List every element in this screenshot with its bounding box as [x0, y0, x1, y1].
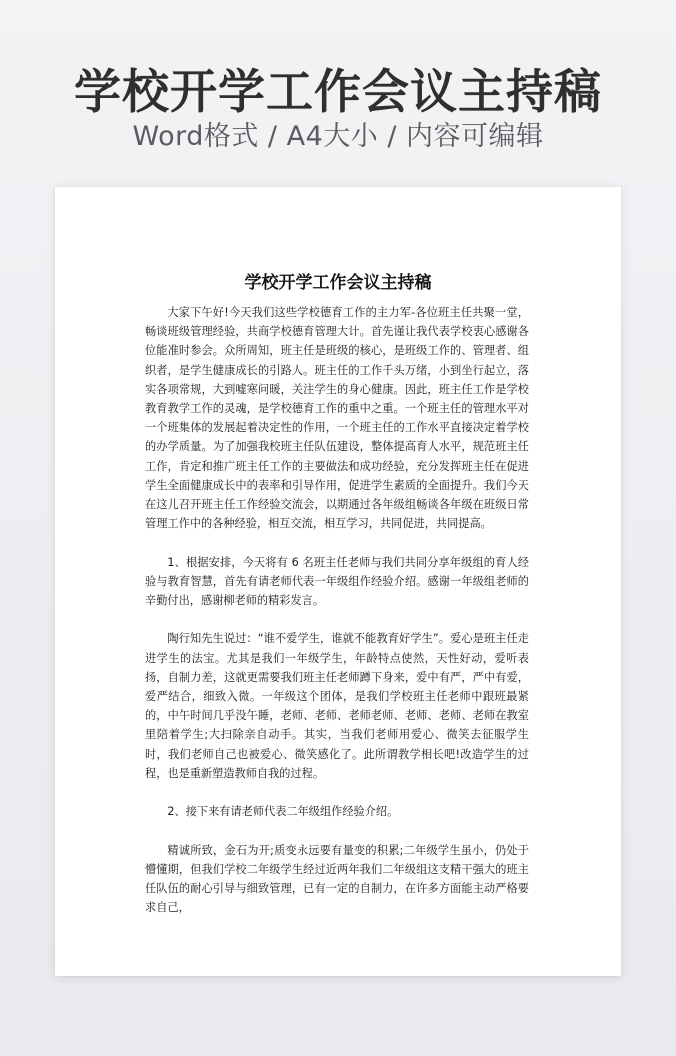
paragraph-quote: 陶行知先生说过：“谁不爱学生，谁就不能教育好学生”。爱心是班主任走进学生的法宝。尤其是我们一年级学生，年龄特点使然，天性好动，爱听表扬，自制力差，这就更需要我们班主任老师蹲下身来，爱中有严，严中有爱，爱严结合，细致入微。一年级这个团体，是我们学校班主任老师中跟班最紧的，中午时间几乎没午睡，老师、老师、老师老师、老师、老师、老师在教室里陪着学生;大扫除亲自动手。其实，当我们老师用爱心、微笑去征服学生时，我们老师自己也被爱心、微笑感化了。此所谓教学相长吧!改造学生的过程，也是重新塑造教师自我的过程。: [145, 632, 529, 780]
document-title: 学校开学工作会议主持稿: [244, 273, 432, 293]
paragraph-intro: 大家下午好!今天我们这些学校德育工作的主力军-各位班主任共聚一堂，畅谈班级管理经验，共商学校德育管理大计。首先谨让我代表学校衷心感谢各位能准时参会。众所周知，班主任是班级的核心，是班级工作的、管理者、组织者，是学生健康成长的引路人。班主任的工作千头万绪，小到坐行起立，落实各项常规，大到嘘寒问暖，关注学生的身心健康。因此，班主任工作是学校教育教学工作的灵魂，是学校德育工作的重中之重。一个班主任的管理水平对一个班集体的发展起着决定性的作用，一个班主任的工作水平直接决定着学校的办学质量。为了加强我校班主任队伍建设，整体提高育人水平，规范班主任工作，肯定和推广班主任工作的主要做法和成功经验，充分发挥班主任在促进学生全面健康成长中的表率和引导作用，促进学生素质的全面提升。我们今天在这儿召开班主任工作经验交流会，以期通过各年级组畅谈各年级在班级日常管理工作中的各种经验，相互交流，相互学习，共同促进，共同提高。: [145, 306, 529, 531]
poster-subtitle: Word格式 / A4大小 / 内容可编辑: [132, 121, 544, 152]
paragraph-item-1: 1、根据安排，今天将有 6 名班主任老师与我们共同分享年级组的育人经验与教育智慧，首先有请老师代表一年级组作经验介绍。感谢一年级组老师的辛勤付出，感谢柳老师的精彩发言。: [145, 555, 529, 608]
document-body: [145, 303, 529, 917]
paragraph-grade-two: 精诚所致，金石为开;质变永远要有量变的积累;二年级学生虽小，仍处于懵懂期，但我们学校二年级学生经过近两年我们二年级组这支精干强大的班主任队伍的耐心引导与细致管理，已有一定的自制力，在许多方面能主动严格要求自己，: [145, 843, 529, 915]
poster-title: 学校开学工作会议主持稿: [74, 65, 602, 120]
paragraph-item-2: 2、接下来有请老师代表二年级组作经验介绍。: [167, 805, 399, 819]
document-page: [55, 187, 621, 976]
